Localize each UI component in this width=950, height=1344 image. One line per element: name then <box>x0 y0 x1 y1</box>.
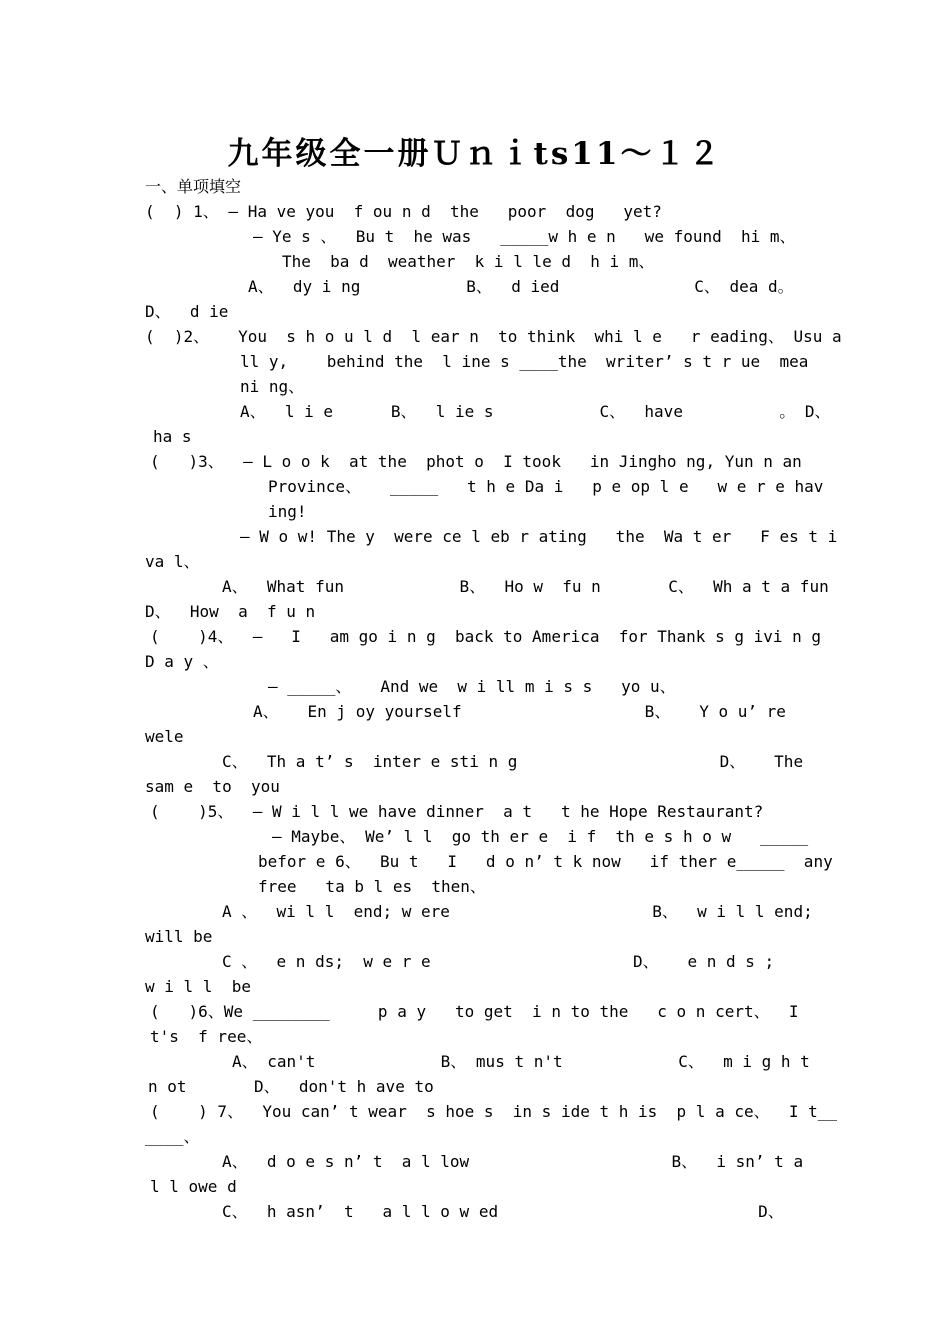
question-6-options: n ot D、 don't h ave to <box>148 1077 434 1096</box>
question-5-text: befor e 6、 Bu t I d o n’ t k now if ther e_____ any <box>258 852 833 871</box>
question-4-options: A、 En j oy yourself B、 Y o u’ re <box>253 702 786 721</box>
question-3-text: ing! <box>268 502 307 521</box>
question-7-options: C、 h asn’ t a l l o w ed D、 <box>222 1202 784 1221</box>
question-6: ( )6、We ________ p a y to get i n to the c o n cert、 I <box>150 1002 799 1021</box>
question-2-options: A、 l i e B、 l ie s C、 have 。 D、 <box>240 402 831 421</box>
question-1: ( ) 1、 — Ha ve you f ou n d the poor dog yet? <box>145 202 662 221</box>
question-7: ( ) 7、 You can’ t wear s hoe s in s ide t h is p l a ce、 I t__ <box>150 1102 838 1121</box>
question-6-options: A、 can't B、 mus t n't C、 m i g h t <box>232 1052 810 1071</box>
question-4-options: wele <box>145 727 184 746</box>
question-3-text: Province、 _____ t h e Da i p e op l e w e r e hav <box>268 477 824 496</box>
question-4-text: — _____、 And we w i ll m i s s yo u、 <box>268 677 676 696</box>
question-7-options: A、 d o e s n’ t a l low B、 i sn’ t a <box>222 1152 804 1171</box>
question-5: ( )5、 — W i l l we have dinner a t t he Hope Restaurant? <box>150 802 764 821</box>
question-5-options: w i l l be <box>145 977 251 996</box>
question-5-text: — Maybe、 We’ l l go th er e i f th e s h o w _____ <box>272 827 809 846</box>
question-1-text: The ba d weather k i l le d h i m、 <box>282 252 655 271</box>
question-1-options: D、 d ie <box>145 302 229 321</box>
question-2: ( )2、 You s h o u l d l ear n to think whi l e r eading、 Usu a <box>145 327 842 346</box>
question-7-text: ____、 <box>145 1127 200 1146</box>
question-2-options: ha s <box>153 427 192 446</box>
question-3-text: — W o w! The y were ce l eb r ating the Wa t er F es t i <box>240 527 838 546</box>
question-4: ( )4、 — I am go i n g back to America for Thank s g ivi n g <box>150 627 822 646</box>
question-4-options: sam e to you <box>145 777 280 796</box>
question-6-text: t's f ree、 <box>150 1027 263 1046</box>
question-4-options: C、 Th a t’ s inter e sti n g D、 The <box>222 752 804 771</box>
question-4-text: D a y 、 <box>145 652 219 671</box>
question-1-options: A、 dy i ng B、 d ied C、 dea d。 <box>248 277 794 296</box>
question-5-options: C 、 e n ds; w e r e D、 e n d s ; <box>222 952 775 971</box>
question-1-text: — Ye s 、 Bu t he was _____w h e n we found hi m、 <box>253 227 796 246</box>
question-3-text: va l、 <box>145 552 200 571</box>
question-3-options: D、 How a f u n <box>145 602 316 621</box>
question-3: ( )3、 — L o o k at the phot o I took in Jingho ng, Yun n an <box>150 452 802 471</box>
question-3-options: A、 What fun B、 Ho w fu n C、 Wh a t a fun <box>222 577 829 596</box>
question-5-text: free ta b l es then、 <box>258 877 486 896</box>
section-heading: 一、单项填空 <box>145 177 242 196</box>
question-7-options: l l owe d <box>150 1177 237 1196</box>
question-5-options: A 、 wi l l end; w ere B、 w i l l end; <box>222 902 813 921</box>
question-2-text: ni ng、 <box>240 377 305 396</box>
question-2-text: ll y, behind the l ine s ____the writer’ s t r ue mea <box>240 352 809 371</box>
page-title: 九年级全一册Ｕｎｉts11～１２ <box>227 136 723 172</box>
question-5-options: will be <box>145 927 213 946</box>
